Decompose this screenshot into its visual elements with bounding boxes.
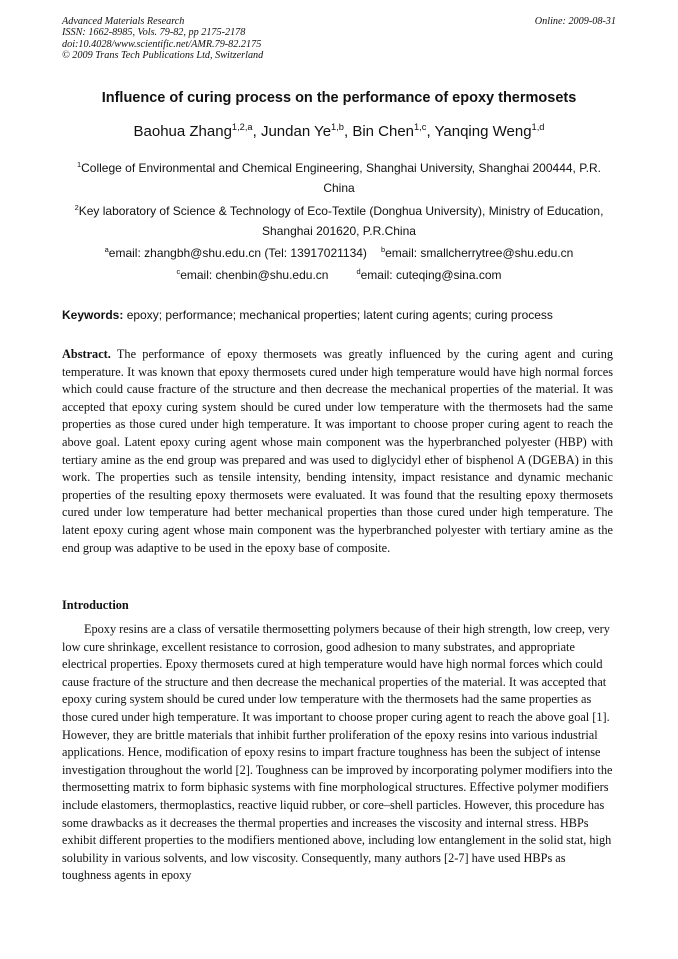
online-date: Online: 2009-08-31 — [534, 16, 616, 27]
affiliation-sup: 1 — [76, 160, 82, 169]
abstract-label: Abstract. — [62, 347, 111, 361]
author-name: Bin Chen — [352, 123, 415, 140]
email-b[interactable]: email: smallcherrytree@shu.edu.cn — [385, 246, 574, 260]
author-name: Yanqing Weng — [434, 123, 532, 140]
author-name: Jundan Ye — [260, 123, 332, 140]
doi-line: doi:10.4028/www.scientific.net/AMR.79-82.2175 — [62, 38, 262, 50]
keywords-text: epoxy; performance; mechanical properties; latent curing agents; curing process — [126, 308, 553, 322]
email-sup: c — [176, 267, 181, 276]
author-sup: 1,c — [414, 122, 427, 132]
email-line-1 — [30, 246, 648, 260]
email-d[interactable]: email: cuteqing@sina.com — [360, 268, 502, 282]
journal-info — [62, 16, 616, 62]
abstract-text: The performance of epoxy thermosets was greatly influenced by the curing agent and curing temperature. It was known that epoxy thermosets cured under high temperature would have high normal forces which could cause fracture of the structure and then decrease the mechanical properties of the material. It was accepted that epoxy curing system should be cured under low temperature with the thermosets had the same properties as those cured under high temperature. It was important to choose proper curing agent to reach the above goal. Latent epoxy curing agent whose main component was the hyperbranched polyester (HBP) with tertiary amine as the end group was prepared and was used to diglycidyl ether of bisphenol A (DGEBA) in this work. The properties such as tensile intensity, bending intensity, impact resistance and dynamic mechanic properties of the resulting epoxy thermosets were evaluated. It was found that the resulting epoxy thermosets cured under low temperature had better mechanical properties than those cured under high temperature. The latent epoxy curing agent whose main component was the hyperbranched polyester with tertiary amine as the end group was adaptive to be used in the epoxy base of composite. — [62, 347, 613, 555]
email-sup: b — [380, 245, 386, 254]
introduction-paragraph: Epoxy resins are a class of versatile thermosetting polymers because of their high strength, low creep, very low cure shrinkage, excellent resistance to corrosion, good adhesion to many substrates, and appropriate electrical properties. Epoxy thermosets cured at high temperature would have high normal forces which could cause fracture of the structure and then decrease the mechanical properties of the material. It was accepted that epoxy curing system should be cured under low temperature with the thermosets had the same properties as those cured under high temperature. It was important to choose proper curing agent to reach the above goal [1]. However, they are brittle materials that inhibit further proliferation of the epoxy resins into various industrial applications. Hence, modification of epoxy resins to impart fracture toughness has been the subject of intense investigation throughout the world [2]. Toughness can be improved by incorporating polymer modifiers into the thermosetting matrix to form biphasic systems with fine morphological structures. Effective polymer modifiers include elastomers, thermoplastics, reactive liquid rubber, or core–shell particles. However, this procedure has some drawbacks as it decreases the thermal properties and increases the viscosity and internal stress. HBPs exhibit different properties to the modifiers mentioned above, including low entanglement in the solid stat, high solubility in various solvents, and low viscosity. Consequently, many authors [2-7] have used HBPs as toughness agents in epoxy — [62, 622, 613, 883]
affiliation-text: College of Environmental and Chemical Engineering, Shanghai University, Shanghai 200444, P.R. China — [81, 161, 602, 195]
section-heading-introduction: Introduction — [62, 598, 129, 612]
email-a[interactable]: email: zhangbh@shu.edu.cn (Tel: 13917021134) — [108, 246, 367, 260]
email-sup: a — [104, 245, 109, 254]
paper-title: Influence of curing process on the performance of epoxy thermosets — [101, 90, 577, 106]
keywords-label: Keywords: — [62, 308, 124, 322]
copyright-line: © 2009 Trans Tech Publications Ltd, Switzerland — [62, 50, 264, 62]
email-sup: d — [356, 267, 361, 276]
journal-name: Advanced Materials Research — [62, 16, 185, 27]
affiliation-2 — [62, 201, 616, 241]
keywords — [62, 308, 638, 322]
author-sup: 1,2,a — [231, 122, 253, 132]
affiliation-sup: 2 — [74, 203, 79, 212]
author-name: Baohua Zhang — [133, 123, 232, 140]
email-c[interactable]: email: chenbin@shu.edu.cn — [180, 268, 329, 282]
author-sup: 1,d — [531, 122, 545, 132]
author-sup: 1,b — [331, 122, 344, 132]
email-line-2 — [30, 268, 648, 282]
affiliation-1 — [62, 158, 616, 198]
affiliation-text: Key laboratory of Science & Technology of Eco-Textile (Donghua University), Ministry of Education, Shanghai 201620, P.R.China — [78, 204, 604, 238]
abstract — [62, 346, 613, 557]
issn-line: ISSN: 1662-8985, Vols. 79-82, pp 2175-2178 — [62, 27, 246, 39]
journal-header — [62, 16, 616, 62]
author-list: Baohua Zhang$^{1,2,a}$, Jundan Ye$^{1,b}$, Bin Chen$^{1,c}$, Yanqing Weng$^{1,d}$ — [133, 122, 545, 140]
